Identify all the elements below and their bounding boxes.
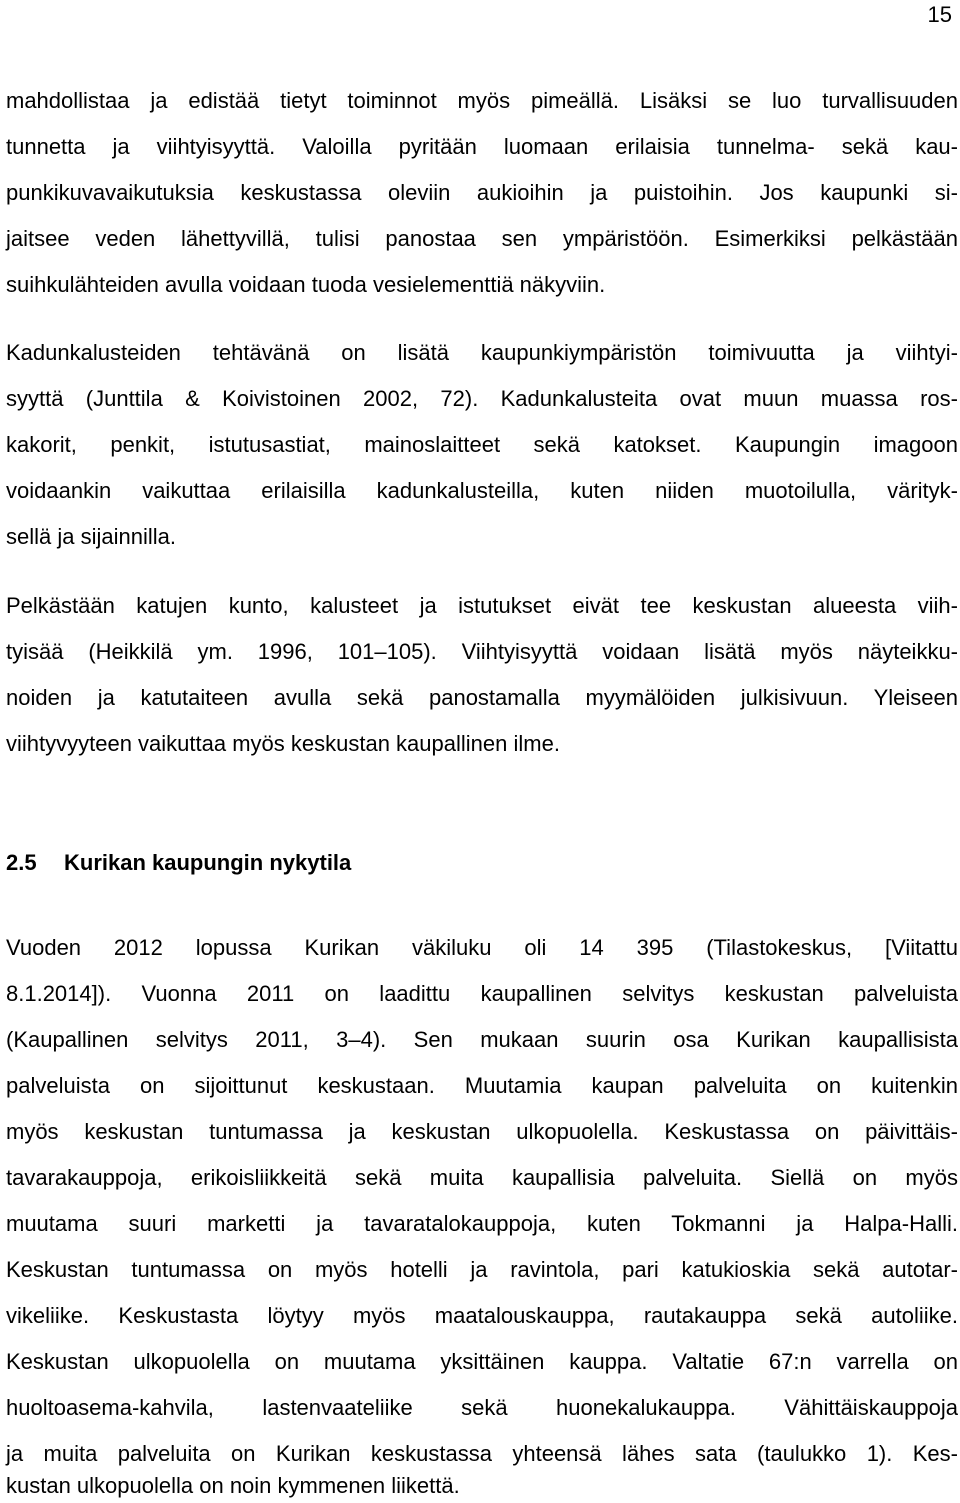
page-number: 15 bbox=[927, 2, 952, 27]
text-line: mahdollistaa ja edistää tietyt toiminnot myös pimeällä. Lisäksi se luo turvallisuuden bbox=[6, 88, 958, 113]
text-line: muutama suuri marketti ja tavaratalokauppoja, kuten Tokmanni ja Halpa-Halli. bbox=[6, 1211, 958, 1236]
text-line: viihtyvyyteen vaikuttaa myös keskustan kaupallinen ilme. bbox=[6, 731, 560, 756]
text-line: Keskustan tuntumassa on myös hotelli ja ravintola, pari katukioskia sekä autotar- bbox=[6, 1257, 958, 1282]
text-line: kustan ulkopuolella on noin kymmenen liikettä. bbox=[6, 1473, 460, 1498]
text-line: palveluista on sijoittunut keskustaan. Muutamia kaupan palveluita on kuitenkin bbox=[6, 1073, 958, 1098]
text-line: (Kaupallinen selvitys 2011, 3–4). Sen mukaan suurin osa Kurikan kaupallisista bbox=[6, 1027, 958, 1052]
section-title: Kurikan kaupungin nykytila bbox=[64, 850, 352, 875]
text-line: noiden ja katutaiteen avulla sekä panostamalla myymälöiden julkisivuun. Yleiseen bbox=[6, 685, 958, 710]
section-heading bbox=[6, 849, 351, 877]
text-line: tavarakauppoja, erikoisliikkeitä sekä muita kaupallisia palveluita. Siellä on myös bbox=[6, 1165, 958, 1190]
text-line: voidaankin vaikuttaa erilaisilla kadunkalusteilla, kuten niiden muotoilulla, värityk- bbox=[6, 478, 958, 503]
text-line: huoltoasema-kahvila, lastenvaateliike sekä huonekalukauppa. Vähittäiskauppoja bbox=[6, 1395, 958, 1420]
text-line: syyttä (Junttila & Koivistoinen 2002, 72). Kadunkalusteita ovat muun muassa ros- bbox=[6, 386, 958, 411]
text-line: Keskustan ulkopuolella on muutama yksittäinen kauppa. Valtatie 67:n varrella on bbox=[6, 1349, 958, 1374]
text-line: Kadunkalusteiden tehtävänä on lisätä kaupunkiympäristön toimivuutta ja viihtyi- bbox=[6, 340, 958, 365]
text-line: sellä ja sijainnilla. bbox=[6, 524, 176, 549]
text-line: punkikuvavaikutuksia keskustassa oleviin aukioihin ja puistoihin. Jos kaupunki si- bbox=[6, 180, 958, 205]
text-line: tunnetta ja viihtyisyyttä. Valoilla pyritään luomaan erilaisia tunnelma- sekä kau- bbox=[6, 134, 958, 159]
text-line: 8.1.2014]). Vuonna 2011 on laadittu kaupallinen selvitys keskustan palveluista bbox=[6, 981, 958, 1006]
section-number: 2.5 bbox=[6, 850, 37, 875]
text-line: Pelkästään katujen kunto, kalusteet ja istutukset eivät tee keskustan alueesta viih- bbox=[6, 593, 958, 618]
text-line: tyisää (Heikkilä ym. 1996, 101–105). Viihtyisyyttä voidaan lisätä myös näyteikku- bbox=[6, 639, 958, 664]
text-line: myös keskustan tuntumassa ja keskustan ulkopuolella. Keskustassa on päivittäis- bbox=[6, 1119, 958, 1144]
text-line: suihkulähteiden avulla voidaan tuoda vesielementtiä näkyviin. bbox=[6, 272, 606, 297]
text-line: ja muita palveluita on Kurikan keskustassa yhteensä lähes sata (taulukko 1). Kes- bbox=[6, 1441, 958, 1466]
text-line: vikeliike. Keskustasta löytyy myös maatalouskauppa, rautakauppa sekä autoliike. bbox=[6, 1303, 958, 1328]
text-line: jaitsee veden lähettyvillä, tulisi panostaa sen ympäristöön. Esimerkiksi pelkästään bbox=[6, 226, 958, 251]
text-line: Vuoden 2012 lopussa Kurikan väkiluku oli 14 395 (Tilastokeskus, [Viitattu bbox=[6, 935, 958, 960]
text-line: kakorit, penkit, istutusastiat, mainoslaitteet sekä katokset. Kaupungin imagoon bbox=[6, 432, 958, 457]
